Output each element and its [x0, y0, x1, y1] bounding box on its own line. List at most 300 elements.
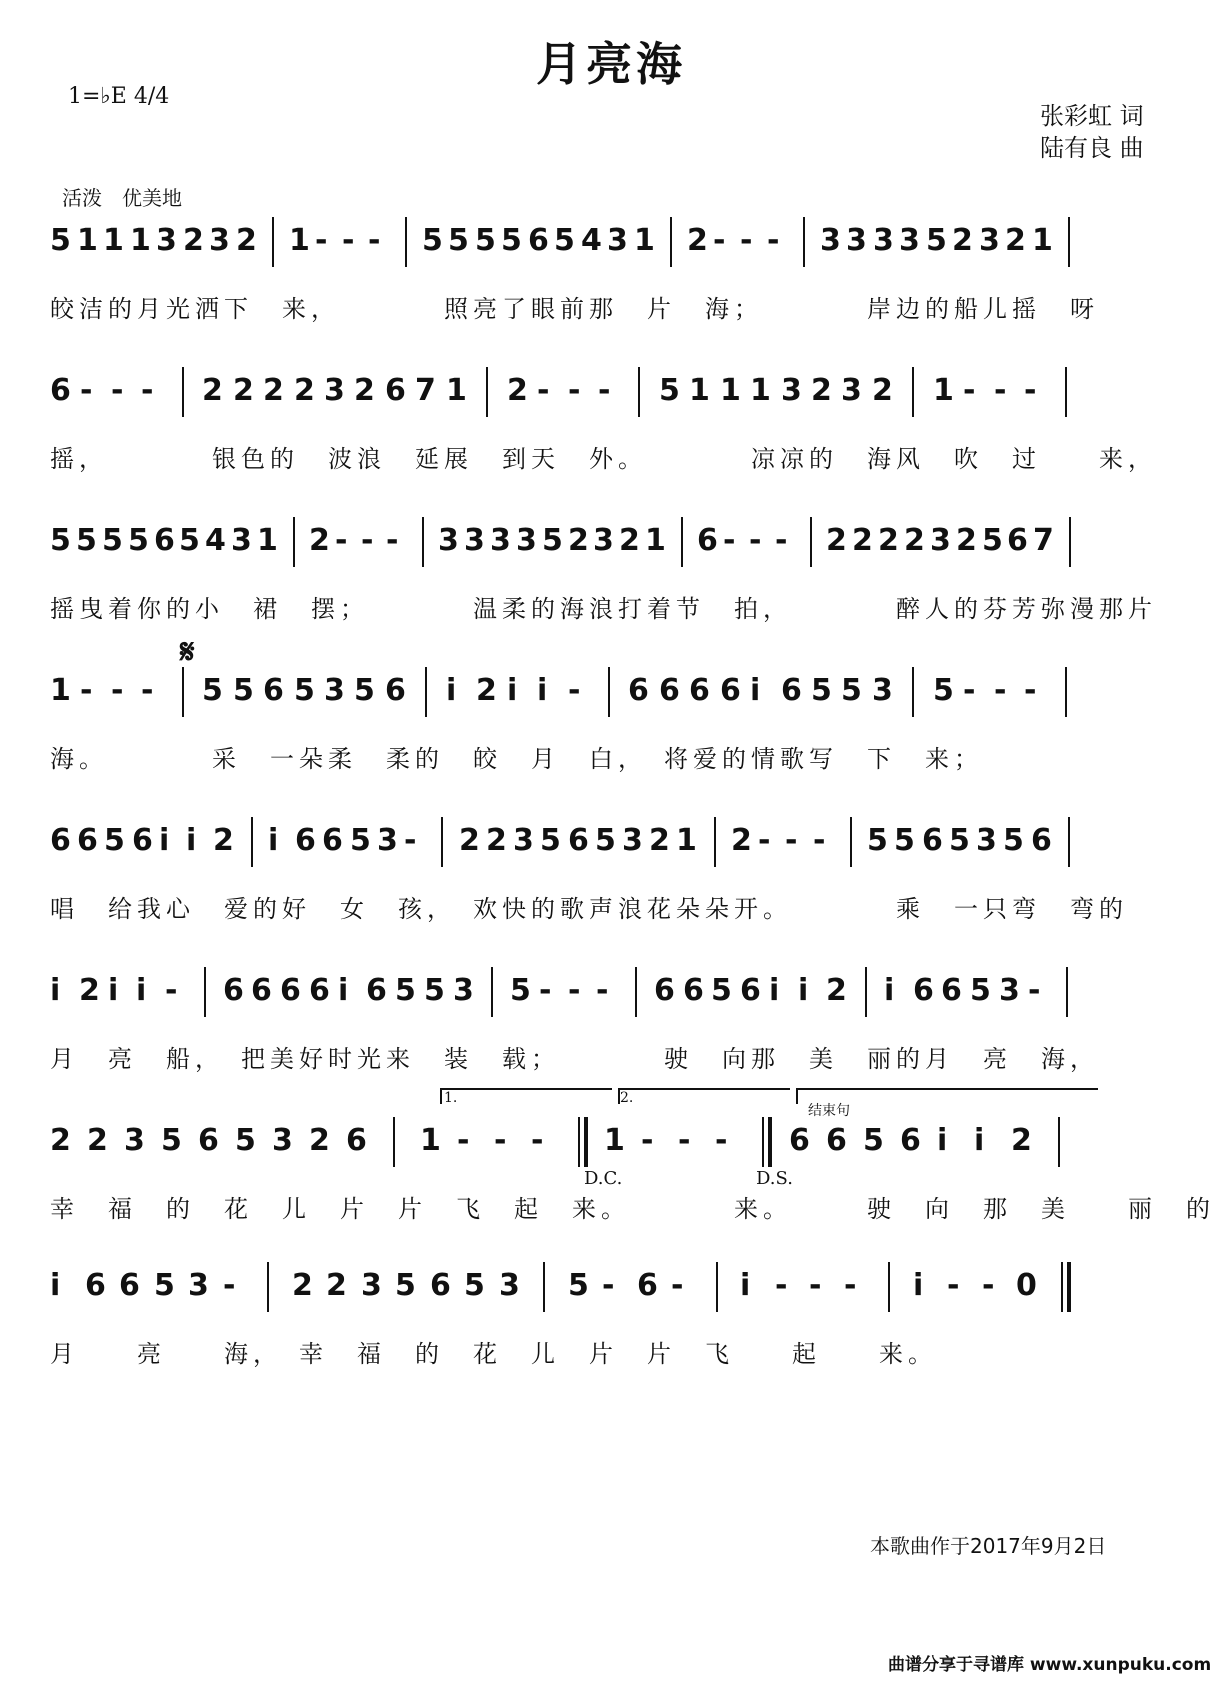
note: 2	[568, 523, 589, 558]
note: 5	[294, 673, 315, 708]
lyrics-line: 皎洁的月光洒下 来， 照亮了眼前那 片 海； 岸边的船儿摇 呀	[50, 295, 1099, 323]
dash-extension: -	[775, 1268, 788, 1303]
note: 5	[235, 1123, 256, 1158]
note: 6	[528, 223, 549, 258]
note: 5	[501, 223, 522, 258]
note: 6	[154, 523, 175, 558]
barline	[293, 517, 295, 567]
note: i	[740, 1268, 751, 1303]
segno-sign: 𝄋	[180, 632, 195, 672]
double-barline-thick	[1067, 1262, 1071, 1312]
dash-extension: -	[982, 1268, 995, 1303]
note: 3	[899, 223, 920, 258]
dash-extension: -	[141, 373, 154, 408]
note: 5	[554, 223, 575, 258]
dash-extension: -	[963, 373, 976, 408]
note: 3	[593, 523, 614, 558]
notation-line	[50, 365, 1180, 425]
note: 2	[263, 373, 284, 408]
note: 5	[128, 523, 149, 558]
dash-extension: -	[539, 973, 552, 1008]
dash-extension: -	[1028, 973, 1041, 1008]
note: 1	[289, 223, 310, 258]
note: 3	[846, 223, 867, 258]
barline	[888, 1262, 890, 1312]
note: 5	[395, 973, 416, 1008]
score-row	[50, 815, 1180, 925]
note: 2	[904, 523, 925, 558]
note: 6	[913, 973, 934, 1008]
note: 5	[863, 1123, 884, 1158]
note: 1	[50, 673, 71, 708]
notation-line	[50, 1115, 1180, 1175]
note: 6	[50, 823, 71, 858]
lyrics-line: 月 亮 船， 把美好时光来 装 载； 驶 向那 美 丽的月 亮 海，	[50, 1045, 1099, 1073]
song-title: 月亮海	[536, 37, 686, 91]
note: 6	[1007, 523, 1028, 558]
note: i	[50, 973, 61, 1008]
score-row	[50, 515, 1180, 625]
note: 2	[236, 223, 257, 258]
note: 2	[1005, 223, 1026, 258]
barline	[1069, 517, 1071, 567]
note: 7	[415, 373, 436, 408]
note: 3	[361, 1268, 382, 1303]
barline	[1066, 967, 1068, 1017]
note: 2	[309, 523, 330, 558]
lyrics-line: 幸 福 的 花 儿 片 片 飞 起 来。 来。 驶 向 那 美 丽 的	[50, 1195, 1215, 1223]
note: 5	[711, 973, 732, 1008]
notation-line	[50, 965, 1180, 1025]
note: 5	[50, 223, 71, 258]
note: 3	[377, 823, 398, 858]
note: 6	[251, 973, 272, 1008]
note: 6	[263, 673, 284, 708]
note: i	[750, 673, 761, 708]
volta-bracket	[618, 1088, 790, 1104]
note: 5	[867, 823, 888, 858]
barline	[803, 217, 805, 267]
note: i	[937, 1123, 948, 1158]
note: 1	[130, 223, 151, 258]
dash-extension: -	[404, 823, 417, 858]
note: 6	[198, 1123, 219, 1158]
barline	[422, 517, 424, 567]
note: 6	[385, 373, 406, 408]
note: 6	[922, 823, 943, 858]
note: 1	[446, 373, 467, 408]
double-barline-thick	[584, 1117, 588, 1167]
dash-extension: -	[141, 673, 154, 708]
double-barline	[762, 1117, 764, 1167]
dash-extension: -	[165, 973, 178, 1008]
note: 3	[872, 673, 893, 708]
note: 1	[257, 523, 278, 558]
dal-segno-mark: D.S.	[756, 1168, 793, 1189]
note: 2	[213, 823, 234, 858]
note: 5	[76, 523, 97, 558]
barline	[608, 667, 610, 717]
note: 3	[930, 523, 951, 558]
note: 0	[1016, 1268, 1037, 1303]
dash-extension: -	[598, 373, 611, 408]
dash-extension: -	[740, 223, 753, 258]
barline	[425, 667, 427, 717]
barline	[405, 217, 407, 267]
note: 6	[683, 973, 704, 1008]
note: 3	[188, 1268, 209, 1303]
note: 1	[689, 373, 710, 408]
note: 2	[687, 223, 708, 258]
lyrics-line: 摇， 银色的 波浪 延展 到天 外。 凉凉的 海风 吹 过 来，	[50, 445, 1157, 473]
note: 1	[720, 373, 741, 408]
note: 3	[490, 523, 511, 558]
note: 2	[292, 1268, 313, 1303]
note: 3	[873, 223, 894, 258]
barline	[716, 1262, 718, 1312]
barline	[670, 217, 672, 267]
note: 5	[659, 373, 680, 408]
note: 1	[1032, 223, 1053, 258]
dash-extension: -	[111, 673, 124, 708]
barline	[182, 367, 184, 417]
note: 2	[811, 373, 832, 408]
note: 3	[124, 1123, 145, 1158]
barline	[1068, 217, 1070, 267]
note: 3	[156, 223, 177, 258]
note: 2	[326, 1268, 347, 1303]
note: 3	[513, 823, 534, 858]
note: 6	[654, 973, 675, 1008]
note: 3	[841, 373, 862, 408]
note: 6	[637, 1268, 658, 1303]
barline	[251, 817, 253, 867]
note: 5	[179, 523, 200, 558]
note: 6	[322, 823, 343, 858]
note: 1	[750, 373, 771, 408]
notation-line	[50, 815, 1180, 875]
note: i	[108, 973, 119, 1008]
note: 5	[161, 1123, 182, 1158]
note: 2	[731, 823, 752, 858]
lyrics-line: 唱 给我心 爱的好 女 孩， 欢快的歌声浪花朵朵开。 乘 一只弯 弯的	[50, 895, 1128, 923]
note: 5	[475, 223, 496, 258]
note: 2	[309, 1123, 330, 1158]
note: 6	[689, 673, 710, 708]
barline	[850, 817, 852, 867]
dash-extension: -	[813, 823, 826, 858]
double-barline	[1061, 1262, 1063, 1312]
note: 6	[223, 973, 244, 1008]
barline	[1058, 1117, 1060, 1167]
dash-extension: -	[568, 973, 581, 1008]
dash-extension: -	[494, 1123, 507, 1158]
dash-extension: -	[537, 373, 550, 408]
note: 6	[77, 823, 98, 858]
barline	[1065, 367, 1067, 417]
note: 3	[324, 673, 345, 708]
note: 6	[781, 673, 802, 708]
dash-extension: -	[342, 223, 355, 258]
note: 6	[568, 823, 589, 858]
score-row	[50, 215, 1180, 325]
dash-extension: -	[809, 1268, 822, 1303]
note: 6	[309, 973, 330, 1008]
note: 2	[87, 1123, 108, 1158]
note: 5	[233, 673, 254, 708]
note: 5	[510, 973, 531, 1008]
composition-date-note: 本歌曲作于2017年9月2日	[870, 1534, 1107, 1558]
score-row	[50, 965, 1180, 1075]
barline	[865, 967, 867, 1017]
dash-extension: -	[80, 673, 93, 708]
note: i	[268, 823, 279, 858]
note: 5	[102, 523, 123, 558]
barline	[543, 1262, 545, 1312]
dash-extension: -	[335, 523, 348, 558]
dash-extension: -	[678, 1123, 691, 1158]
dash-extension: -	[457, 1123, 470, 1158]
note: i	[50, 1268, 61, 1303]
note: 5	[926, 223, 947, 258]
dash-extension: -	[531, 1123, 544, 1158]
note: 5	[350, 823, 371, 858]
note: 1	[420, 1123, 441, 1158]
note: i	[159, 823, 170, 858]
note: 6	[826, 1123, 847, 1158]
dash-extension: -	[994, 673, 1007, 708]
dash-extension: -	[315, 223, 328, 258]
note: 6	[628, 673, 649, 708]
note: 2	[956, 523, 977, 558]
note: 1	[103, 223, 124, 258]
note: 6	[50, 373, 71, 408]
volta-bracket	[440, 1088, 612, 1104]
note: 5	[448, 223, 469, 258]
note: i	[769, 973, 780, 1008]
barline	[1068, 817, 1070, 867]
volta-bracket	[796, 1088, 1098, 1104]
note: 6	[295, 823, 316, 858]
volta-first-ending: 1.	[444, 1090, 458, 1106]
notation-line	[50, 215, 1180, 275]
note: 7	[1033, 523, 1054, 558]
note: 3	[607, 223, 628, 258]
barline	[1065, 667, 1067, 717]
barline	[204, 967, 206, 1017]
note: 5	[894, 823, 915, 858]
double-barline-thick	[768, 1117, 772, 1167]
notation-line	[50, 515, 1180, 575]
note: 1	[676, 823, 697, 858]
note: 3	[272, 1123, 293, 1158]
score-row	[50, 365, 1180, 475]
dash-extension: -	[361, 523, 374, 558]
note: 1	[77, 223, 98, 258]
da-capo-mark: D.C.	[584, 1168, 623, 1189]
note: 1	[933, 373, 954, 408]
note: 2	[826, 523, 847, 558]
note: 3	[438, 523, 459, 558]
dash-extension: -	[715, 1123, 728, 1158]
dash-extension: -	[602, 1268, 615, 1303]
note: 4	[581, 223, 602, 258]
note: 5	[949, 823, 970, 858]
barline	[272, 217, 274, 267]
barline	[681, 517, 683, 567]
barline	[638, 367, 640, 417]
note: 3	[209, 223, 230, 258]
note: 5	[568, 1268, 589, 1303]
note: 3	[324, 373, 345, 408]
barline	[810, 517, 812, 567]
note: 5	[595, 823, 616, 858]
note: 5	[1003, 823, 1024, 858]
note: 2	[952, 223, 973, 258]
ending-label: 结束句	[808, 1103, 850, 1119]
note: 3	[622, 823, 643, 858]
note: 2	[649, 823, 670, 858]
dash-extension: -	[596, 973, 609, 1008]
dash-extension: -	[223, 1268, 236, 1303]
note: 4	[205, 523, 226, 558]
barline	[486, 367, 488, 417]
dash-extension: -	[671, 1268, 684, 1303]
note: 5	[970, 973, 991, 1008]
note: 6	[900, 1123, 921, 1158]
barline	[491, 967, 493, 1017]
note: 5	[542, 523, 563, 558]
note: 2	[507, 373, 528, 408]
note: 3	[979, 223, 1000, 258]
barline	[635, 967, 637, 1017]
note: i	[186, 823, 197, 858]
note: 5	[540, 823, 561, 858]
barline	[912, 667, 914, 717]
note: 2	[619, 523, 640, 558]
note: 6	[85, 1268, 106, 1303]
note: 6	[280, 973, 301, 1008]
dash-extension: -	[723, 523, 736, 558]
lyrics-line: 月 亮 海， 幸 福 的 花 儿 片 片 飞 起 来。	[50, 1340, 937, 1368]
note: 5	[424, 973, 445, 1008]
notation-line	[50, 665, 1180, 725]
note: 5	[354, 673, 375, 708]
note: 3	[464, 523, 485, 558]
lyricist-credit: 张彩虹 词	[1040, 102, 1144, 130]
dash-extension: -	[758, 823, 771, 858]
dash-extension: -	[80, 373, 93, 408]
note: 3	[499, 1268, 520, 1303]
note: 2	[486, 823, 507, 858]
notation-line	[50, 1260, 1180, 1320]
note: 1	[645, 523, 666, 558]
note: 6	[132, 823, 153, 858]
dash-extension: -	[368, 223, 381, 258]
dash-extension: -	[767, 223, 780, 258]
note: 6	[119, 1268, 140, 1303]
dash-extension: -	[785, 823, 798, 858]
note: 3	[516, 523, 537, 558]
note: 5	[50, 523, 71, 558]
note: 3	[453, 973, 474, 1008]
note: 3	[999, 973, 1020, 1008]
note: 6	[941, 973, 962, 1008]
dash-extension: -	[1024, 673, 1037, 708]
note: 6	[659, 673, 680, 708]
score-row	[50, 1260, 1180, 1370]
note: 1	[634, 223, 655, 258]
note: i	[136, 973, 147, 1008]
note: 2	[476, 673, 497, 708]
tempo-marking: 活泼 优美地	[62, 186, 182, 210]
note: 5	[982, 523, 1003, 558]
note: 6	[740, 973, 761, 1008]
note: 2	[354, 373, 375, 408]
note: 2	[826, 973, 847, 1008]
composer-credit: 陆有良 曲	[1040, 134, 1144, 162]
volta-second-ending: 2.	[620, 1090, 634, 1106]
watermark-text: 曲谱分享于寻谱库 www.xunpuku.com	[888, 1655, 1212, 1675]
note: 5	[104, 823, 125, 858]
note: 6	[385, 673, 406, 708]
note: i	[798, 973, 809, 1008]
dash-extension: -	[641, 1123, 654, 1158]
note: 5	[422, 223, 443, 258]
dash-extension: -	[994, 373, 1007, 408]
lyrics-line: 海。 采 一朵柔 柔的 皎 月 白， 将爱的情歌写 下 来；	[50, 745, 983, 773]
note: 2	[1011, 1123, 1032, 1158]
note: 3	[820, 223, 841, 258]
note: 2	[852, 523, 873, 558]
barline	[714, 817, 716, 867]
note: 3	[231, 523, 252, 558]
score-row	[50, 665, 1180, 775]
note: i	[446, 673, 457, 708]
note: 2	[79, 973, 100, 1008]
note: 2	[878, 523, 899, 558]
note: 5	[395, 1268, 416, 1303]
note: 6	[789, 1123, 810, 1158]
note: 5	[841, 673, 862, 708]
barline	[441, 817, 443, 867]
note: i	[884, 973, 895, 1008]
note: 3	[781, 373, 802, 408]
note: 2	[50, 1123, 71, 1158]
note: 1	[604, 1123, 625, 1158]
note: 2	[233, 373, 254, 408]
dash-extension: -	[775, 523, 788, 558]
note: 6	[430, 1268, 451, 1303]
note: 2	[872, 373, 893, 408]
note: 5	[202, 673, 223, 708]
dash-extension: -	[963, 673, 976, 708]
note: 3	[976, 823, 997, 858]
key-signature: 1=♭E 4/4	[68, 84, 170, 109]
dash-extension: -	[111, 373, 124, 408]
double-barline	[578, 1117, 580, 1167]
note: 6	[1031, 823, 1052, 858]
dash-extension: -	[844, 1268, 857, 1303]
note: 2	[202, 373, 223, 408]
lyrics-line: 摇曳着你的小 裙 摆； 温柔的海浪打着节 拍， 醉人的芬芳弥漫那片	[50, 595, 1157, 623]
note: i	[537, 673, 548, 708]
note: 5	[811, 673, 832, 708]
note: i	[507, 673, 518, 708]
note: 2	[183, 223, 204, 258]
dash-extension: -	[713, 223, 726, 258]
note: i	[338, 973, 349, 1008]
